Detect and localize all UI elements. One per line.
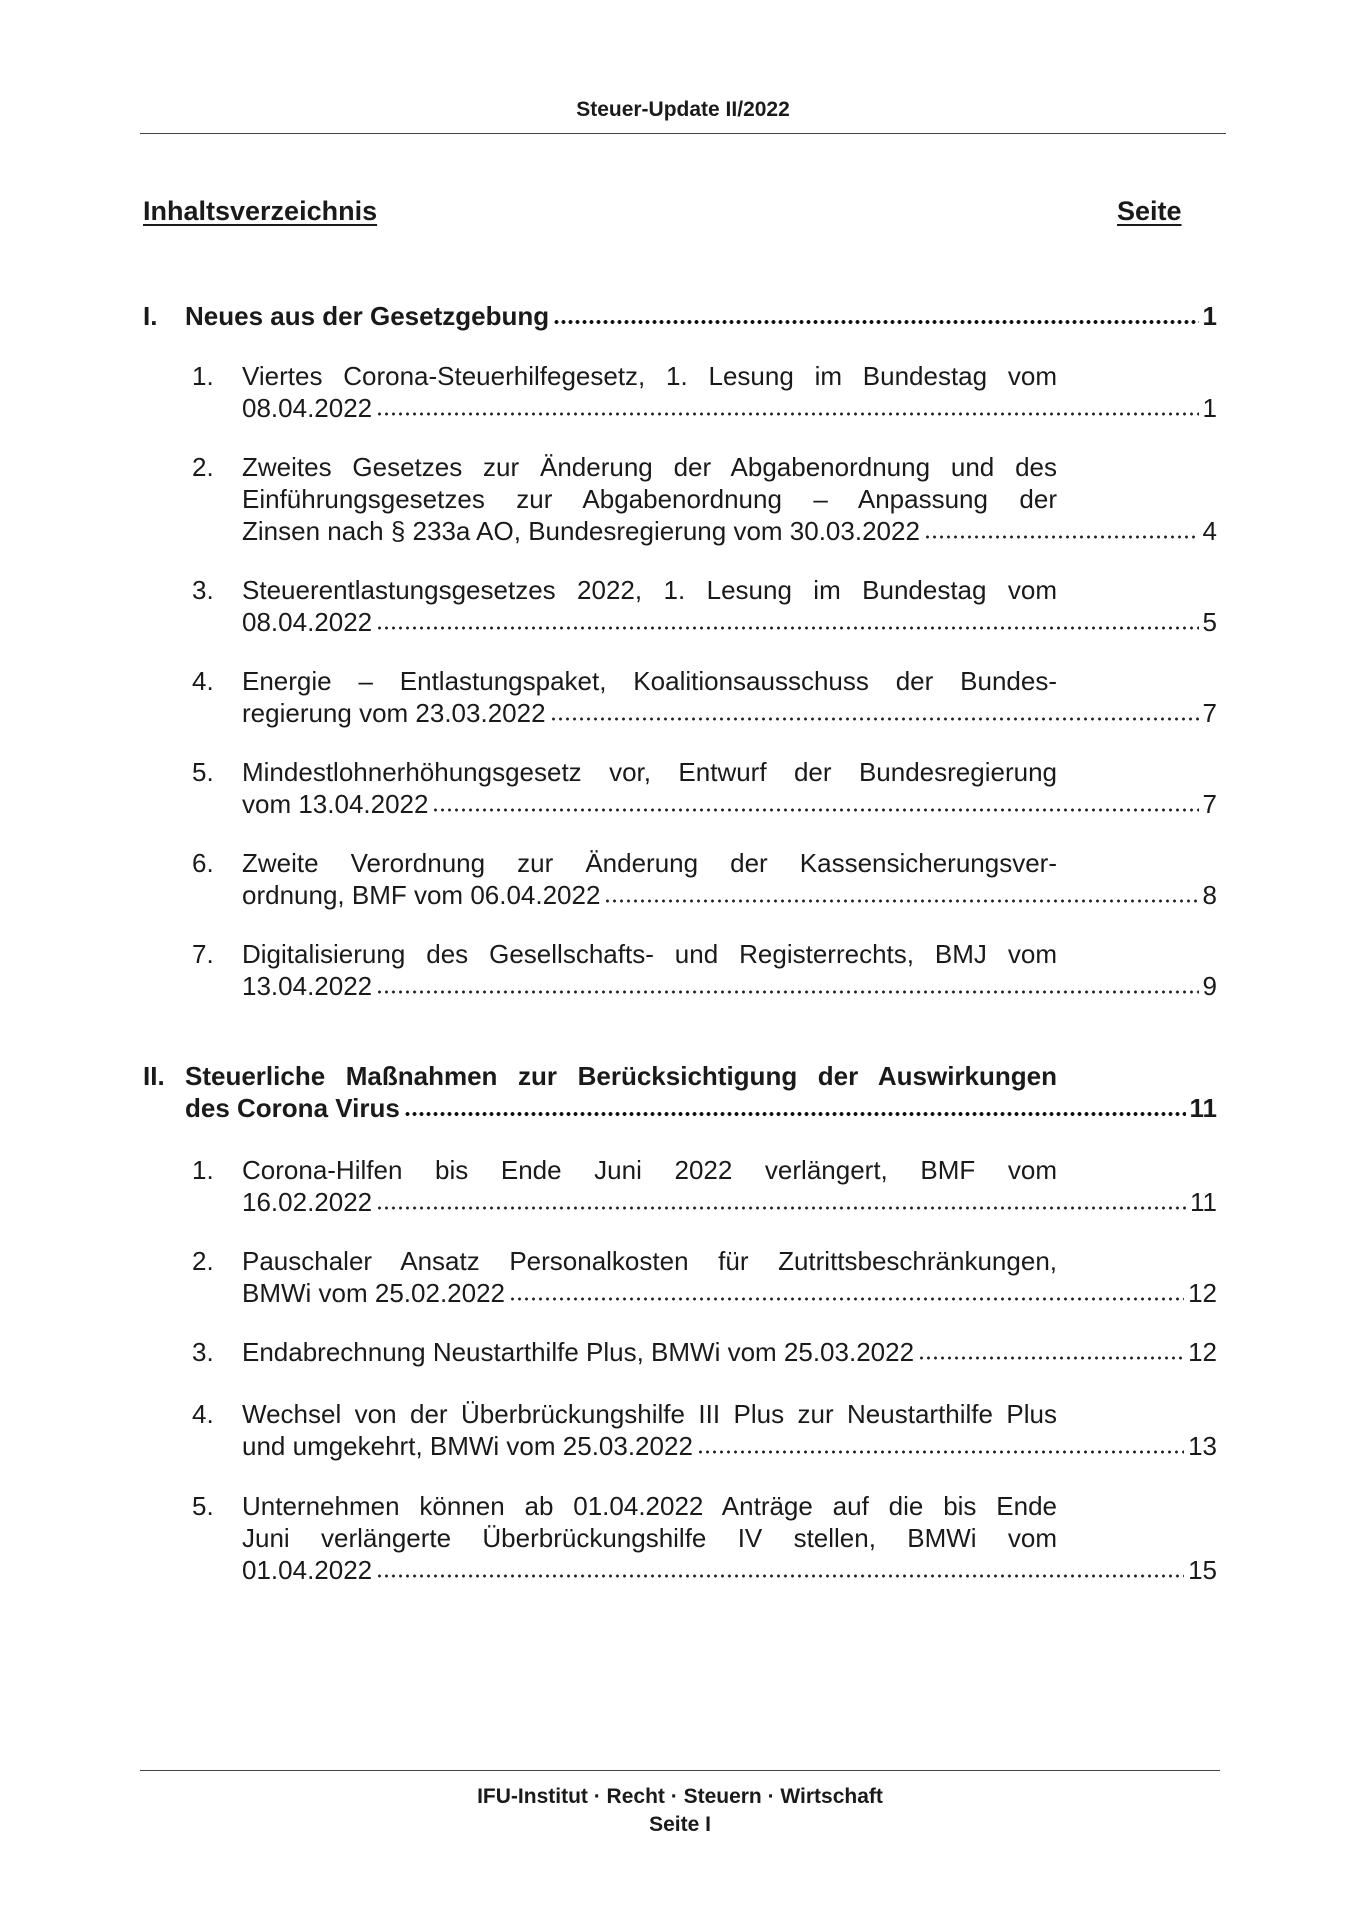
dot-leader (553, 315, 1198, 325)
dot-leader (376, 407, 1198, 417)
toc-item-leader-line (242, 970, 1217, 1002)
footer-institute: IFU-Institut · Recht · Steuern · Wirtschaft (477, 1785, 883, 1808)
toc-item-text-line: regierung vom 23.03.2022 (242, 698, 546, 728)
toc-item-text-line: Steuerentlastungsgesetzes 2022, 1. Lesung im Bundestag vom (242, 575, 1057, 605)
toc-item-text-line: BMWi vom 25.02.2022 (242, 1278, 506, 1308)
toc-item-leader-line (242, 697, 1217, 729)
toc-item-page-number: 12 (1188, 1278, 1217, 1308)
toc-section-page-number: 11 (1189, 1093, 1217, 1123)
toc-item-number: 4. (192, 1399, 214, 1429)
toc-item-text-line: Digitalisierung des Gesellschafts- und Registerrechts, BMJ vom (242, 939, 1057, 969)
toc-item-page-number: 15 (1188, 1555, 1217, 1585)
toc-item-text-line: Zinsen nach § 233a AO, Bundesregierung vom 30.03.2022 (242, 516, 920, 546)
dot-leader (432, 803, 1198, 813)
dot-leader (509, 1292, 1184, 1302)
footer-page-number: Seite I (649, 1813, 711, 1836)
toc-item-leader-line (242, 1430, 1217, 1462)
dot-leader (550, 712, 1199, 722)
toc-item-text-line: Viertes Corona-Steuerhilfegesetz, 1. Lesung im Bundestag vom (242, 361, 1057, 391)
toc-item-page-number: 9 (1202, 971, 1217, 1001)
dot-leader (376, 1569, 1184, 1579)
toc-item-page-number: 4 (1202, 516, 1217, 546)
dot-leader (404, 1107, 1186, 1117)
toc-item-text-line: Energie – Entlastungspaket, Koalitionsausschuss der Bundes- (242, 666, 1057, 696)
toc-item-text-line: 01.04.2022 (242, 1555, 373, 1585)
document-title: Steuer-Update II/2022 (576, 98, 790, 121)
toc-item-number: 7. (192, 939, 214, 969)
toc-item-text-line: 08.04.2022 (242, 607, 373, 637)
toc-item-text-line: Unternehmen können ab 01.04.2022 Anträge auf die bis Ende (242, 1491, 1057, 1521)
toc-item-number: 2. (192, 452, 214, 482)
dot-leader (376, 621, 1198, 631)
toc-item-text-line: 16.02.2022 (242, 1187, 373, 1217)
toc-item-page-number: 13 (1188, 1431, 1217, 1461)
toc-item-number: 5. (192, 1491, 214, 1521)
toc-item-text-line: Pauschaler Ansatz Personalkosten für Zutrittsbeschränkungen, (242, 1246, 1057, 1276)
toc-item-leader-line (242, 788, 1217, 820)
toc-item-number: 2. (192, 1246, 214, 1276)
toc-item-number: 6. (192, 848, 214, 878)
toc-item-leader-line (242, 879, 1217, 911)
toc-item-page-number: 7 (1202, 789, 1217, 819)
dot-leader (604, 894, 1198, 904)
toc-item-text-line: 13.04.2022 (242, 971, 373, 1001)
dot-leader (697, 1445, 1184, 1455)
toc-item-text-line: Mindestlohnerhöhungsgesetz vor, Entwurf der Bundesregierung (242, 757, 1057, 787)
dot-leader (376, 1201, 1186, 1211)
toc-item-page-number: 12 (1188, 1337, 1217, 1367)
toc-item-leader-line (242, 1186, 1217, 1218)
toc-section-text-line: Steuerliche Maßnahmen zur Berücksichtigung der Auswirkungen (185, 1061, 1057, 1091)
toc-item-number: 4. (192, 666, 214, 696)
toc-item-leader-line (242, 1554, 1217, 1586)
toc-item-text-line: Endabrechnung Neustarthilfe Plus, BMWi vom 25.03.2022 (242, 1337, 915, 1367)
toc-item-page-number: 1 (1202, 393, 1217, 423)
toc-item-text-line: Zweite Verordnung zur Änderung der Kassensicherungsver- (242, 848, 1057, 878)
toc-item-number: 1. (192, 1155, 214, 1185)
toc-item-leader-line (242, 606, 1217, 638)
toc-item-leader-line (242, 515, 1217, 547)
toc-item-leader-line (242, 392, 1217, 424)
toc-heading: Inhaltsverzeichnis (143, 196, 378, 226)
toc-item-number: 3. (192, 1337, 214, 1367)
toc-section-leader-line (185, 300, 1217, 332)
toc-section-number: I. (143, 301, 158, 331)
toc-item-number: 1. (192, 361, 214, 391)
toc-item-number: 3. (192, 575, 214, 605)
toc-item-text-line: Wechsel von der Überbrückungshilfe III Plus zur Neustarthilfe Plus (242, 1399, 1057, 1429)
toc-item-leader-line (242, 1336, 1217, 1368)
toc-item-page-number: 8 (1202, 880, 1217, 910)
toc-item-text-line: ordnung, BMF vom 06.04.2022 (242, 880, 601, 910)
footer-divider (140, 1770, 1220, 1771)
toc-section-number: II. (143, 1061, 165, 1091)
toc-item-text-line: Einführungsgesetzes zur Abgabenordnung – Anpassung der (242, 484, 1057, 514)
toc-item-page-number: 7 (1202, 698, 1217, 728)
header-divider (140, 133, 1226, 134)
toc-item-number: 5. (192, 757, 214, 787)
toc-item-page-number: 5 (1202, 607, 1217, 637)
toc-item-text-line: vom 13.04.2022 (242, 789, 429, 819)
toc-item-page-number: 11 (1190, 1187, 1217, 1217)
toc-item-leader-line (242, 1277, 1217, 1309)
toc-section-text-line: Neues aus der Gesetzgebung (185, 301, 550, 331)
dot-leader (376, 985, 1198, 995)
toc-section-leader-line (185, 1092, 1217, 1124)
toc-item-text-line: Zweites Gesetzes zur Änderung der Abgabenordnung und des (242, 452, 1057, 482)
toc-item-text-line: 08.04.2022 (242, 393, 373, 423)
toc-section-page-number: 1 (1202, 301, 1217, 331)
toc-page-heading: Seite (1117, 196, 1182, 226)
toc-item-text-line: Corona-Hilfen bis Ende Juni 2022 verlängert, BMF vom (242, 1155, 1057, 1185)
dot-leader (918, 1351, 1184, 1361)
toc-item-text-line: Juni verlängerte Überbrückungshilfe IV stellen, BMWi vom (242, 1523, 1057, 1553)
toc-section-text-line: des Corona Virus (185, 1093, 400, 1123)
dot-leader (924, 530, 1199, 540)
toc-item-text-line: und umgekehrt, BMWi vom 25.03.2022 (242, 1431, 693, 1461)
